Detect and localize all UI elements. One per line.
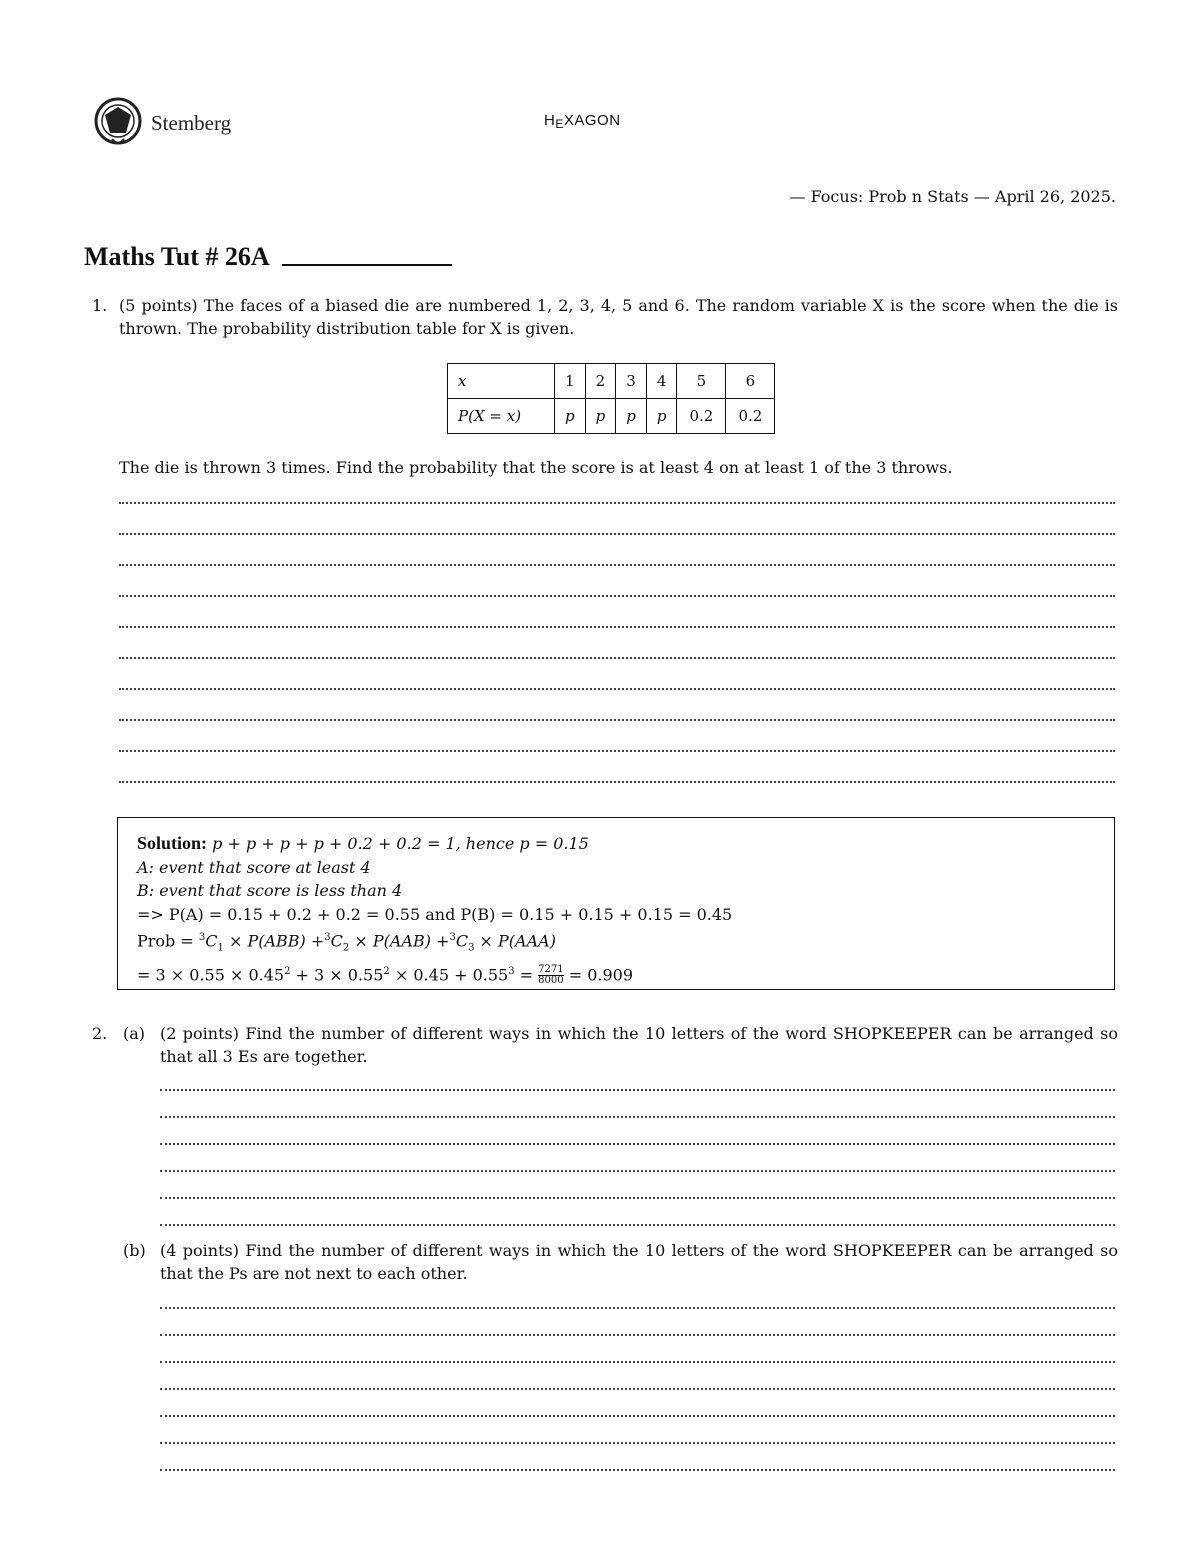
solution-line: => P(A) = 0.15 + 0.2 + 0.2 = 0.55 and P(B) = 0.15 + 0.15 + 0.15 = 0.45 [137, 904, 733, 924]
answer-line[interactable] [160, 1397, 1115, 1424]
table-cell: p [585, 399, 616, 434]
answer-line[interactable] [160, 1451, 1115, 1478]
subquestion-label: (b) [123, 1241, 146, 1260]
question-1-text: (5 points) The faces of a biased die are numbered 1, 2, 3, 4, 5 and 6. The random variable X is the score when the die is thrown. The probability distribution table for X is given. [119, 296, 1118, 338]
answer-line[interactable] [160, 1152, 1115, 1179]
answer-lines-q2a[interactable] [160, 1071, 1115, 1233]
question-2b [123, 1239, 1118, 1285]
table-cell: x [448, 364, 555, 399]
answer-line[interactable] [160, 1206, 1115, 1233]
fraction: $\frac{7271}{8000}$ [538, 964, 564, 987]
logo-text: Stemberg [151, 110, 232, 135]
question-number: 2. [92, 1024, 108, 1043]
answer-line[interactable] [119, 545, 1115, 576]
table-cell: 3 [616, 364, 647, 399]
table-cell: p [555, 399, 586, 434]
table-cell: 2 [585, 364, 616, 399]
answer-line[interactable] [119, 700, 1115, 731]
answer-line[interactable] [160, 1289, 1115, 1316]
answer-line[interactable] [119, 514, 1115, 545]
table-cell: 0.2 [726, 399, 775, 434]
answer-line[interactable] [160, 1125, 1115, 1152]
table-row [448, 364, 775, 399]
focus-date-line: — Focus: Prob n Stats — April 26, 2025. [789, 187, 1116, 206]
question-1 [92, 294, 1118, 340]
page-title: Maths Tut # 26A [84, 242, 452, 272]
subquestion-label: (a) [123, 1024, 146, 1043]
answer-line[interactable] [160, 1343, 1115, 1370]
crest-icon [93, 93, 147, 153]
answer-line[interactable] [119, 607, 1115, 638]
table-row [448, 399, 775, 434]
solution-box [117, 817, 1115, 990]
answer-line[interactable] [160, 1071, 1115, 1098]
table-cell: 6 [726, 364, 775, 399]
solution-line: B: event that score is less than 4 [137, 881, 403, 900]
table-cell: 4 [646, 364, 677, 399]
answer-line[interactable] [160, 1098, 1115, 1125]
solution-line: Solution: p + p + p + p + 0.2 + 0.2 = 1, hence p = 0.15 [137, 833, 589, 853]
question-1-followup: The die is thrown 3 times. Find the probability that the score is at least 4 on at least 1 of the 3 throws. [119, 458, 953, 477]
solution-label: Solution: [137, 833, 208, 853]
answer-line[interactable] [119, 762, 1115, 793]
solution-line: Prob = $^3C_1 \times P(ABB) +^3C_2 \times P(AAB) +^3C_3 \times P(AAA)$ [137, 931, 556, 954]
question-2b-text: (4 points) Find the number of different ways in which the 10 letters of the word SHOPKEEPER can be arranged so that the Ps are not next to each other. [160, 1241, 1118, 1283]
answer-line[interactable] [119, 731, 1115, 762]
answer-line[interactable] [160, 1316, 1115, 1343]
table-cell: 0.2 [677, 399, 726, 434]
table-cell: 1 [555, 364, 586, 399]
question-number: 1. [92, 296, 108, 315]
table-cell: p [646, 399, 677, 434]
name-blank[interactable] [282, 264, 452, 266]
institution-logo [93, 93, 231, 153]
answer-lines-q2b[interactable] [160, 1289, 1115, 1478]
question-2a-text: (2 points) Find the number of different ways in which the 10 letters of the word SHOPKEEPER can be arranged so that all 3 Es are together. [160, 1024, 1118, 1066]
answer-line[interactable] [160, 1424, 1115, 1451]
answer-line[interactable] [119, 638, 1115, 669]
table-cell: p [616, 399, 647, 434]
solution-line: = $3 \times 0.55 \times 0.45^2 + 3 \times 0.55^2 \times 0.45 + 0.55^3$ = $\frac{7271}{8000}$ = 0.909 [137, 964, 633, 987]
probability-table [447, 363, 775, 434]
hexagon-logo: $H_EXAGON$ [544, 112, 621, 131]
table-cell: P(X = x) [448, 399, 555, 434]
answer-line[interactable] [119, 669, 1115, 700]
answer-line[interactable] [119, 483, 1115, 514]
question-2a [123, 1022, 1118, 1068]
answer-line[interactable] [160, 1370, 1115, 1397]
table-cell: 5 [677, 364, 726, 399]
answer-line[interactable] [160, 1179, 1115, 1206]
answer-lines-q1[interactable] [119, 483, 1115, 793]
solution-line: A: event that score at least 4 [137, 857, 371, 877]
answer-line[interactable] [119, 576, 1115, 607]
